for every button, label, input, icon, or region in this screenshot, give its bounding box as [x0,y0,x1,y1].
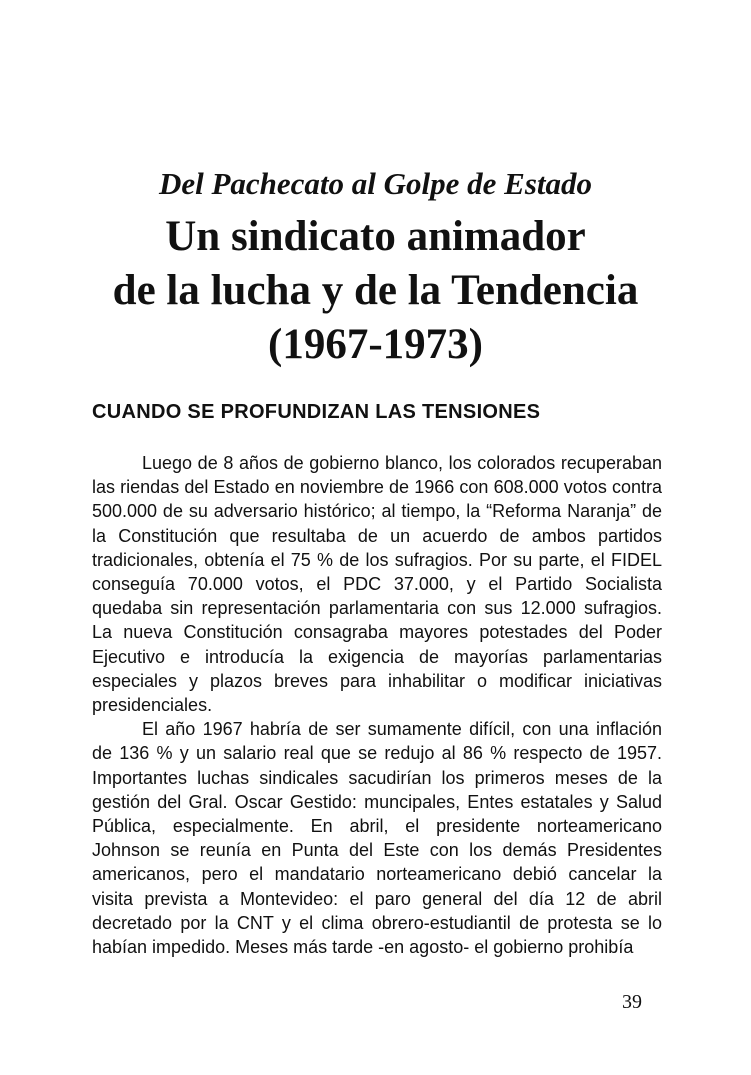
paragraph-1: Luego de 8 años de gobierno blanco, los colorados recuperaban las riendas del Estado en noviembre de 1966 con 608.000 votos contra 500.000 de su adversario histórico; al tiempo, la “Reforma Naranja” de la Constitución que resultaba de un acuerdo de ambos partidos tradicionales, obtenía el 75 % de los sufragios. Por su parte, el FIDEL conseguía 70.000 votos, el PDC 37.000, y el Partido Socialista quedaba sin representación parlamentaria con sus 12.000 sufragios. La nueva Constitución consagraba mayores potestades del Poder Ejecutivo e introducía la exigencia de mayorías parlamentarias especiales y plazos breves para inhabilitar o modificar iniciativas presidenciales. [92,453,662,716]
section-heading: CUANDO SE PROFUNDIZAN LAS TENSIONES [92,401,541,423]
chapter-title-line-2: de la lucha y de la Tendencia [112,267,639,314]
page-number: 39 [622,991,642,1013]
paragraph-2: El año 1967 habría de ser sumamente difícil, con una inflación de 136 % y un salario real que se redujo al 86 % respecto de 1957. Importantes luchas sindicales sacudirían los primeros meses de la gestión del Gral. Oscar Gestido: muncipales, Entes estatales y Salud Pública, especialmente. En abril, el presidente norteamericano Johnson se reunía en Punta del Este con los demás Presidentes americanos, pero el mandatario norteamericano debió cancelar la visita prevista a Montevideo: el paro general del día 12 de abril decretado por la CNT y el clima obrero-estudiantil de protesta se lo habían impedido. Meses más tarde -en agosto- el gobierno prohibía [92,719,662,958]
body-text [92,451,662,959]
chapter-title-line-1: Un sindicato animador [165,213,586,260]
chapter-title [0,210,751,372]
chapter-supertitle: Del Pachecato al Golpe de Estado [158,166,593,201]
chapter-title-line-3: (1967-1973) [268,321,483,368]
